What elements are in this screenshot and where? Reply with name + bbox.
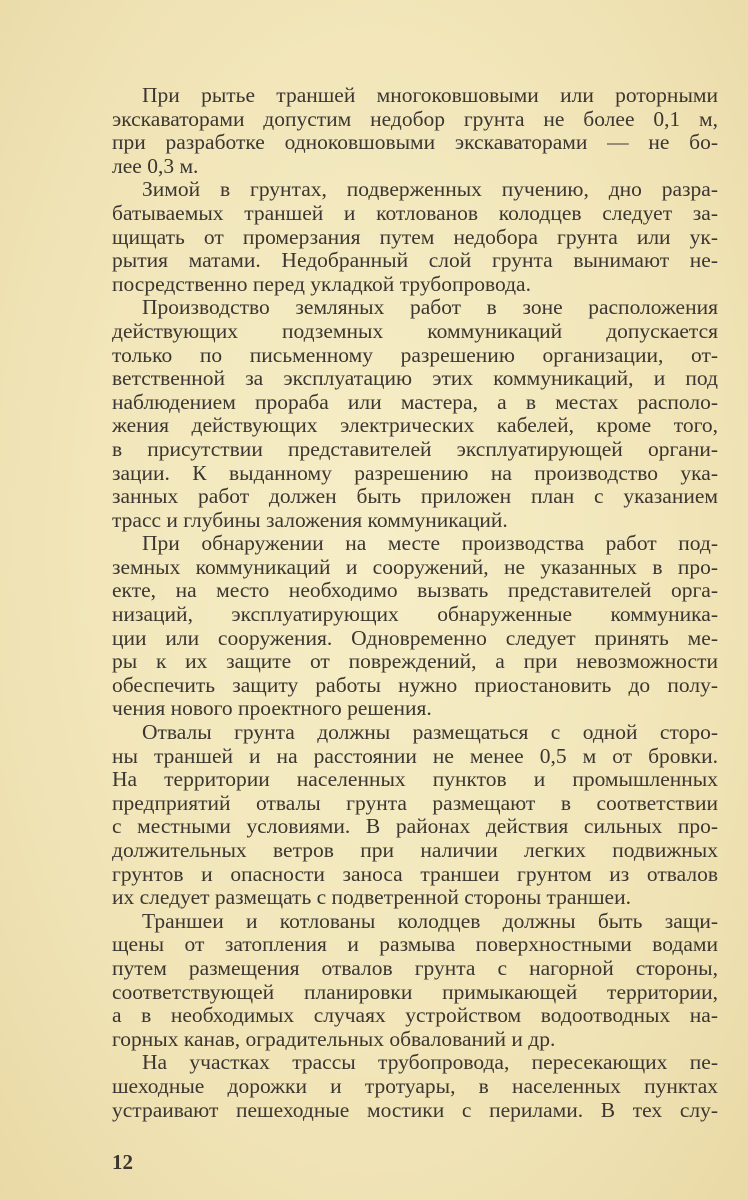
page-number: 12 bbox=[112, 1150, 133, 1174]
text-line: зации. К выданному разрешению на производство ука- bbox=[112, 460, 718, 485]
text-line: шеходные дорожки и тротуары, в населенных пунктах bbox=[112, 1073, 718, 1098]
text-line: горных канав, оградительных обвалований и др. bbox=[112, 1026, 556, 1051]
text-line: ции или сооружения. Одновременно следует принять ме- bbox=[112, 625, 718, 650]
text-line: На территории населенных пунктов и промышленных bbox=[112, 767, 718, 792]
text-line: грунтов и опасности заноса траншеи грунтом из отвалов bbox=[112, 861, 718, 886]
paragraph bbox=[112, 84, 718, 178]
text-line: екте, на место необходимо вызвать представителей орга- bbox=[112, 578, 718, 603]
paragraph bbox=[112, 532, 718, 721]
text-line: обеспечить защиту работы нужно приостановить до полу- bbox=[112, 672, 718, 697]
text-line: экскаваторами допустим недобор грунта не более 0,1 м, bbox=[112, 106, 718, 131]
page-body bbox=[112, 84, 718, 1122]
text-line: щены от затопления и размыва поверхностными водами bbox=[112, 932, 718, 957]
text-line: На участках трассы трубопровода, пересекающих пе- bbox=[142, 1050, 718, 1075]
paragraph bbox=[112, 1051, 718, 1122]
paragraph bbox=[112, 910, 718, 1052]
text-line: только по письменному разрешению организации, от- bbox=[112, 342, 718, 367]
text-line: занных работ должен быть приложен план с указанием bbox=[112, 484, 718, 509]
text-line: при разработке одноковшовыми экскаваторами — не бо- bbox=[112, 130, 718, 155]
text-line: щищать от промерзания путем недобора грунта или ук- bbox=[112, 224, 718, 249]
text-line: в присутствии представителей эксплуатирующей органи- bbox=[112, 436, 718, 461]
text-line: жения действующих электрических кабелей, кроме того, bbox=[112, 413, 718, 438]
text-line: Траншеи и котлованы колодцев должны быть защи- bbox=[142, 908, 718, 933]
text-line: путем размещения отвалов грунта с нагорной стороны, bbox=[112, 955, 718, 980]
paragraph bbox=[112, 721, 718, 910]
text-line: При обнаружении на месте производства работ под- bbox=[142, 531, 718, 556]
text-line: должительных ветров при наличии легких подвижных bbox=[112, 838, 718, 862]
text-line: ветственной за эксплуатацию этих коммуникаций, и под bbox=[112, 366, 718, 391]
text-line: с местными условиями. В районах действия сильных про- bbox=[112, 814, 718, 839]
text-line: Отвалы грунта должны размещаться с одной сторо- bbox=[142, 720, 718, 745]
text-line: лее 0,3 м. bbox=[112, 153, 199, 178]
text-line: трасс и глубины заложения коммуникаций. bbox=[112, 507, 508, 532]
text-line: низаций, эксплуатирующих обнаруженные коммуника- bbox=[112, 602, 718, 627]
text-line: наблюдением прораба или мастера, а в местах располо- bbox=[112, 389, 718, 414]
text-line: предприятий отвалы грунта размещают в соответствии bbox=[112, 790, 718, 815]
text-line: их следует размещать с подветренной стороны траншеи. bbox=[112, 885, 631, 910]
text-line: Зимой в грунтах, подверженных пучению, дно разра- bbox=[142, 177, 718, 202]
text-line: устраивают пешеходные мостики с перилами. В тех слу- bbox=[112, 1097, 718, 1122]
text-line: соответствующей планировки примыкающей территории, bbox=[112, 979, 718, 1004]
text-line: а в необходимых случаях устройством водоотводных на- bbox=[112, 1003, 718, 1028]
text-line: ры к их защите от повреждений, а при невозможности bbox=[112, 649, 718, 674]
paragraph bbox=[112, 296, 718, 532]
text-line: рытия матами. Недобранный слой грунта вынимают не- bbox=[112, 248, 718, 273]
paragraph bbox=[112, 178, 718, 296]
text-line: Производство земляных работ в зоне расположения bbox=[142, 295, 718, 320]
text-line: батываемых траншей и котлованов колодцев следует за- bbox=[112, 200, 718, 225]
text-line: чения нового проектного решения. bbox=[112, 696, 432, 721]
text-line: земных коммуникаций и сооружений, не указанных в про- bbox=[112, 554, 718, 579]
text-line: действующих подземных коммуникаций допускается bbox=[112, 318, 718, 343]
text-line: посредственно перед укладкой трубопровода. bbox=[112, 271, 531, 296]
text-line: При рытье траншей многоковшовыми или роторными bbox=[142, 83, 718, 107]
text-line: ны траншей и на расстоянии не менее 0,5 м от бровки. bbox=[112, 743, 718, 768]
